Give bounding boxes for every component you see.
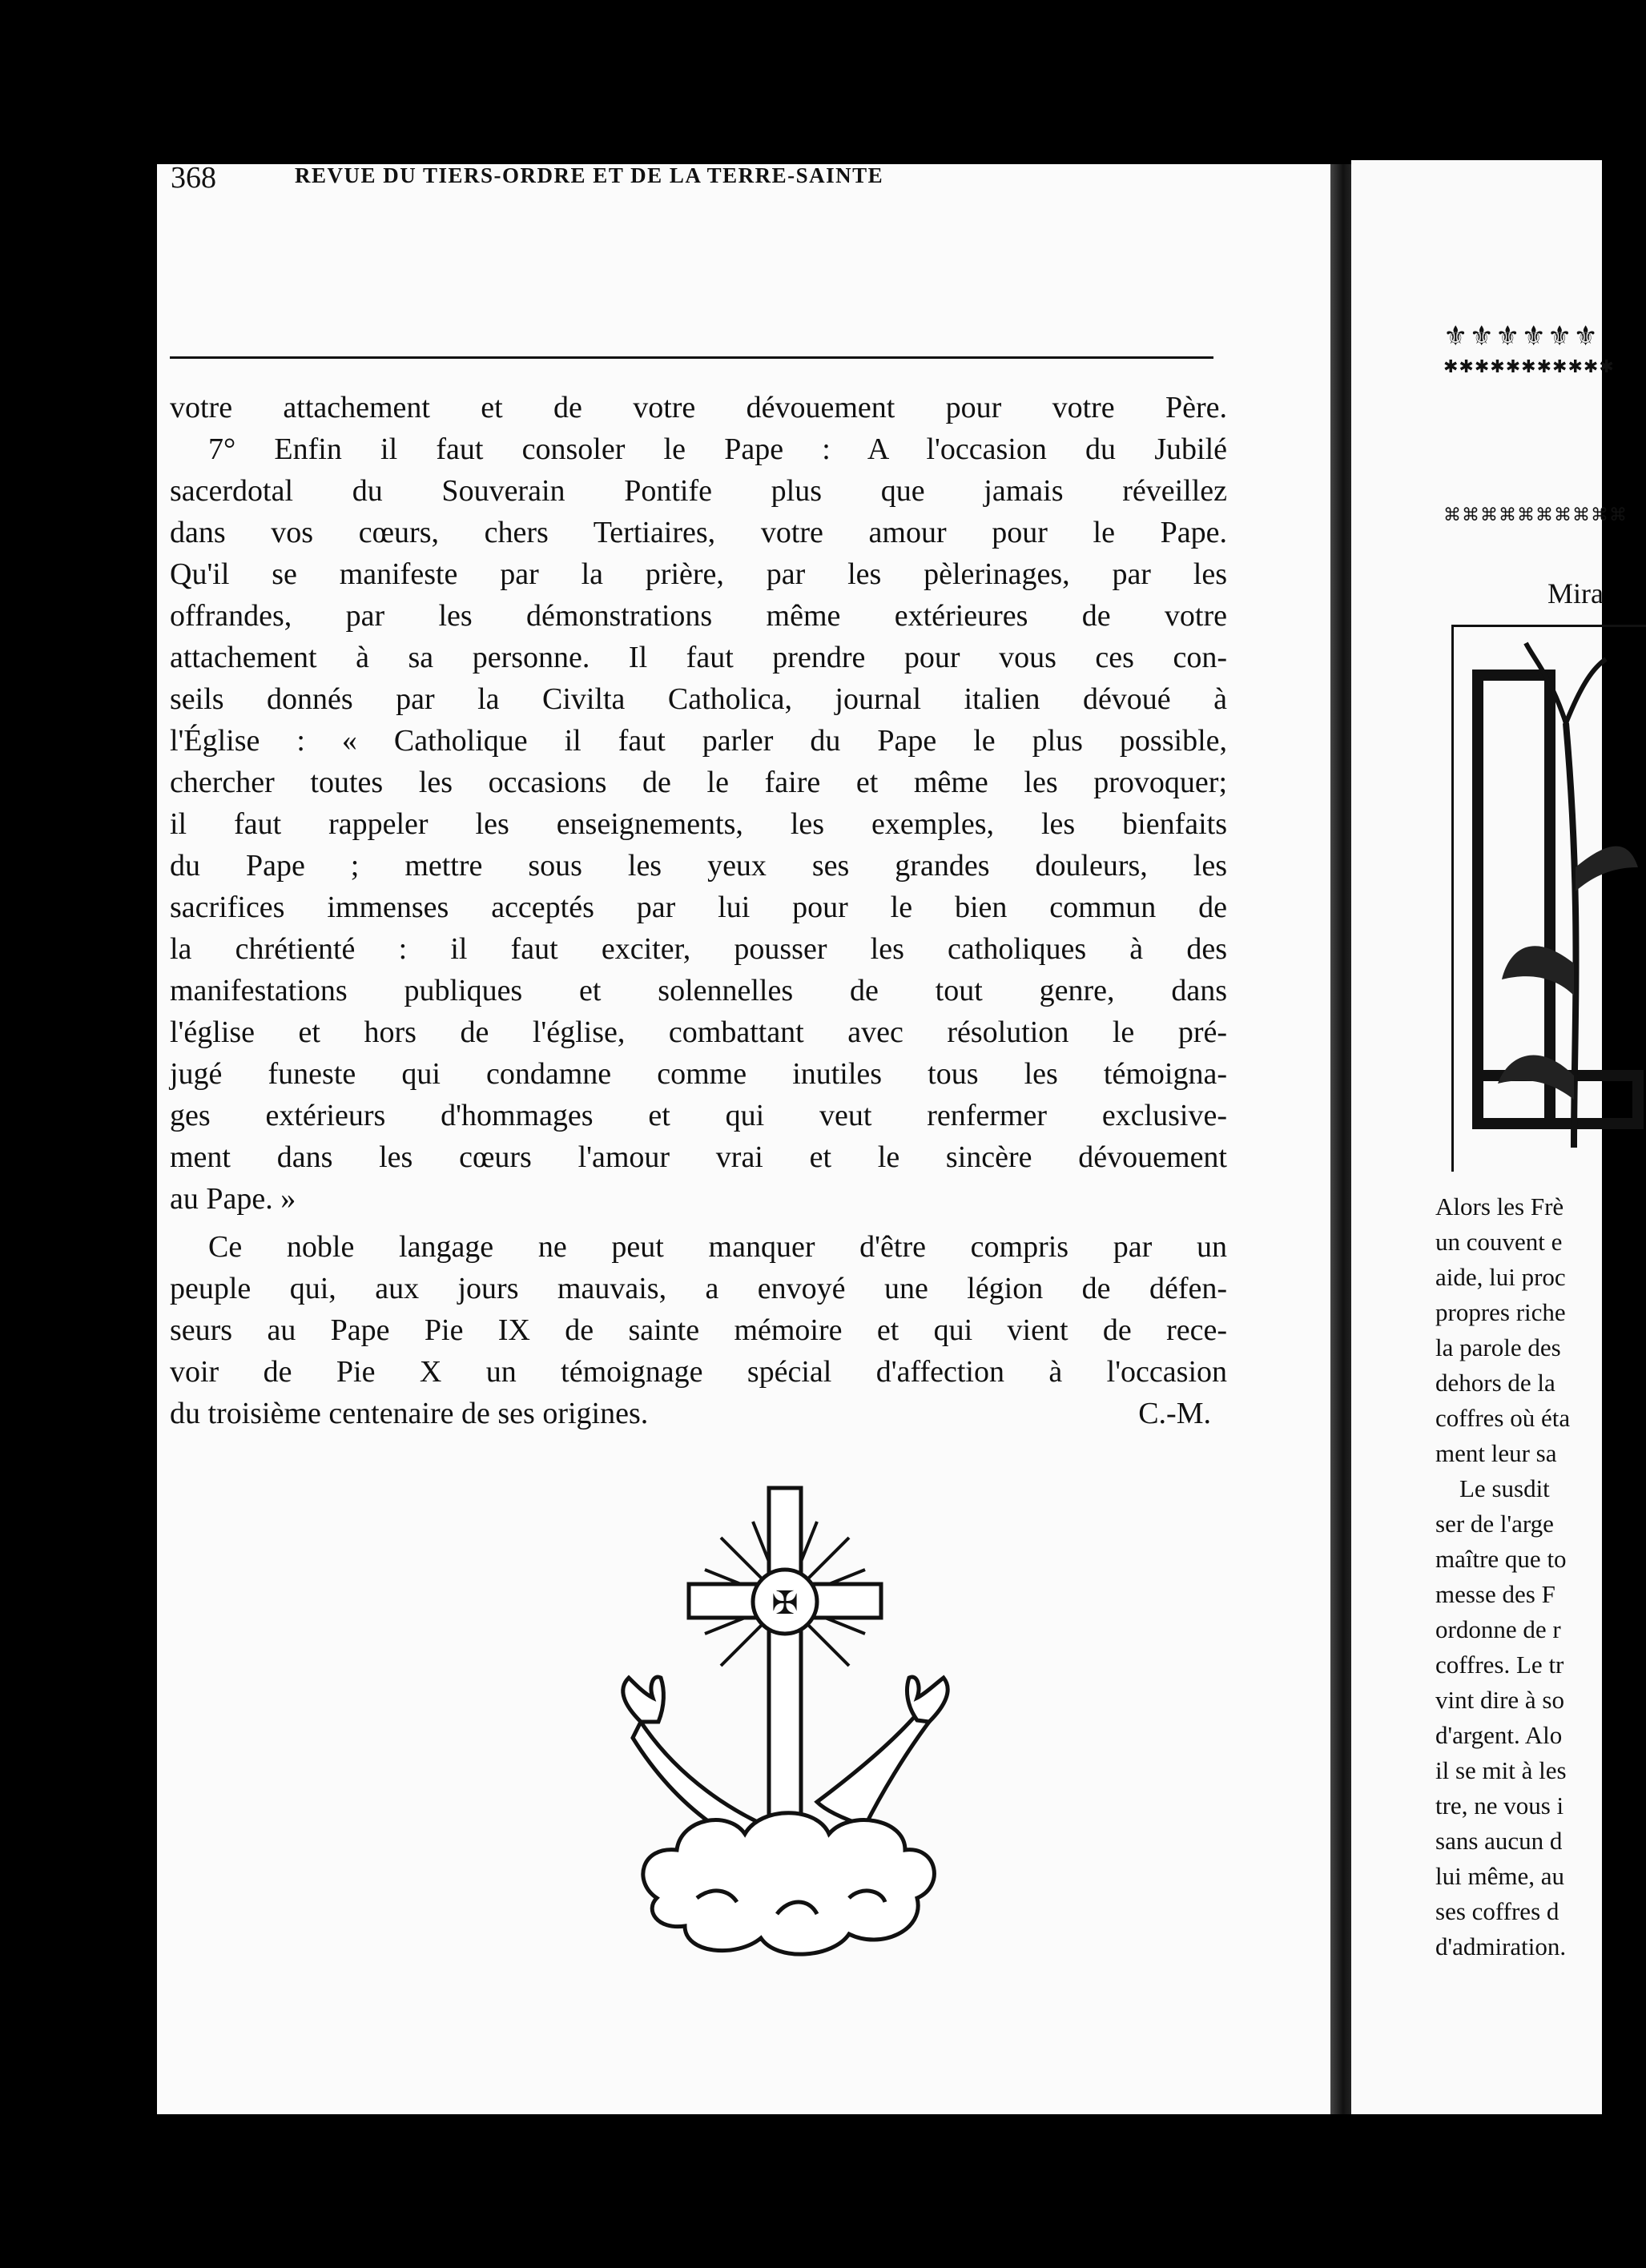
body-line: peuple qui, aux jours mauvais, a envoyé une légion de défen- [170, 1272, 1227, 1305]
running-title: REVUE DU TIERS-ORDRE ET DE LA TERRE-SAINTE [295, 163, 884, 187]
asterisk-border: ✱✱✱✱✱✱✱✱✱✱✱ [1443, 356, 1615, 376]
page-number: 368 [171, 161, 216, 195]
right-page-line: ses coffres d [1435, 1897, 1559, 1925]
right-page-line: vint dire à so [1435, 1686, 1564, 1714]
right-page-line: aide, lui proc [1435, 1263, 1566, 1291]
article-body [170, 387, 1227, 1434]
right-page-line: coffres. Le tr [1435, 1651, 1564, 1679]
body-line: seils donnés par la Civilta Catholica, journal italien dévoué à [170, 682, 1227, 716]
body-line: votre attachement et de votre dévouement pour votre Père. [170, 391, 1227, 424]
body-line: il faut rappeler les enseignements, les exemples, les bienfaits [170, 807, 1227, 841]
right-page-line: ser de l'arge [1435, 1510, 1554, 1538]
right-page-line: ordonne de r [1435, 1615, 1561, 1643]
right-page-line: Alors les Frè [1435, 1192, 1564, 1220]
body-line: 7° Enfin il faut consoler le Pape : A l'occasion du Jubilé [208, 432, 1227, 466]
right-page-title: Mira [1547, 577, 1604, 609]
body-line: jugé funeste qui condamne comme inutiles tous les témoigna- [170, 1057, 1227, 1091]
right-page-line: dehors de la [1435, 1369, 1555, 1397]
right-page-line: il se mit à les [1435, 1756, 1567, 1784]
right-page-line: sans aucun d [1435, 1827, 1563, 1855]
body-line: ment dans les cœurs l'amour vrai et le sincère dévouement [170, 1140, 1227, 1174]
body-line: seurs au Pape Pie IX de sainte mémoire et qui vient de rece- [170, 1313, 1227, 1347]
right-page-line: maître que to [1435, 1545, 1567, 1573]
body-line: sacerdotal du Souverain Pontife plus que jamais réveillez [170, 474, 1227, 508]
right-page-line: propres riche [1435, 1298, 1566, 1326]
body-line: du Pape ; mettre sous les yeux ses grandes douleurs, les [170, 849, 1227, 883]
right-page-line: la parole des [1435, 1333, 1561, 1361]
decorative-border: ⌘⌘⌘⌘⌘⌘⌘⌘⌘⌘ [1443, 505, 1628, 525]
right-page-line: lui même, au [1435, 1862, 1564, 1890]
right-page-line: coffres où éta [1435, 1404, 1571, 1432]
body-line: Ce noble langage ne peut manquer d'être compris par un [208, 1230, 1227, 1264]
body-line: la chrétienté : il faut exciter, pousser les catholiques à des [170, 932, 1227, 966]
body-line: Qu'il se manifeste par la prière, par les pèlerinages, par les [170, 557, 1227, 591]
body-line: voir de Pie X un témoignage spécial d'affection à l'occasion [170, 1355, 1227, 1389]
drop-cap-illustration [1451, 625, 1646, 1172]
body-line: du troisième centenaire de ses origines. C.-M. [170, 1393, 1227, 1434]
svg-text:✠: ✠ [771, 1585, 799, 1621]
body-line: dans vos cœurs, chers Tertiaires, votre amour pour le Pape. [170, 516, 1227, 549]
right-page-line: d'argent. Alo [1435, 1721, 1563, 1749]
right-page-line: ment leur sa [1435, 1439, 1557, 1467]
right-page [1351, 160, 1628, 2114]
body-line: sacrifices immenses acceptés par lui pour le bien commun de [170, 891, 1227, 924]
book-gutter [1330, 164, 1351, 2114]
body-line: attachement à sa personne. Il faut prendre pour vous ces con- [170, 641, 1227, 674]
right-page-line: messe des F [1435, 1580, 1555, 1608]
right-page-line: d'admiration. [1435, 1932, 1567, 1960]
body-line: au Pape. » [170, 1182, 296, 1216]
right-page-line: Le susdit [1459, 1474, 1550, 1502]
right-page-line: un couvent e [1435, 1228, 1563, 1256]
body-line: ges extérieurs d'hommages et qui veut renfermer exclusive- [170, 1099, 1227, 1132]
cross-emblem-illustration [609, 1482, 961, 1962]
page-header [171, 149, 1052, 213]
body-line: l'Église : « Catholique il faut parler du Pape le plus possible, [170, 724, 1227, 758]
author-signature: C.-M. [1138, 1397, 1211, 1430]
body-line: manifestations publiques et solennelles de tout genre, dans [170, 974, 1227, 1007]
right-page-text [1435, 1189, 1570, 1964]
body-line: l'église et hors de l'église, combattant avec résolution le pré- [170, 1015, 1227, 1049]
right-page-line: tre, ne vous i [1435, 1791, 1564, 1820]
fleur-de-lis-ornament: ⚜⚜⚜⚜⚜⚜ [1443, 322, 1600, 352]
body-line: chercher toutes les occasions de le faire et même les provoquer; [170, 766, 1227, 799]
header-rule [170, 356, 1213, 359]
body-line: offrandes, par les démonstrations même extérieures de votre [170, 599, 1227, 633]
